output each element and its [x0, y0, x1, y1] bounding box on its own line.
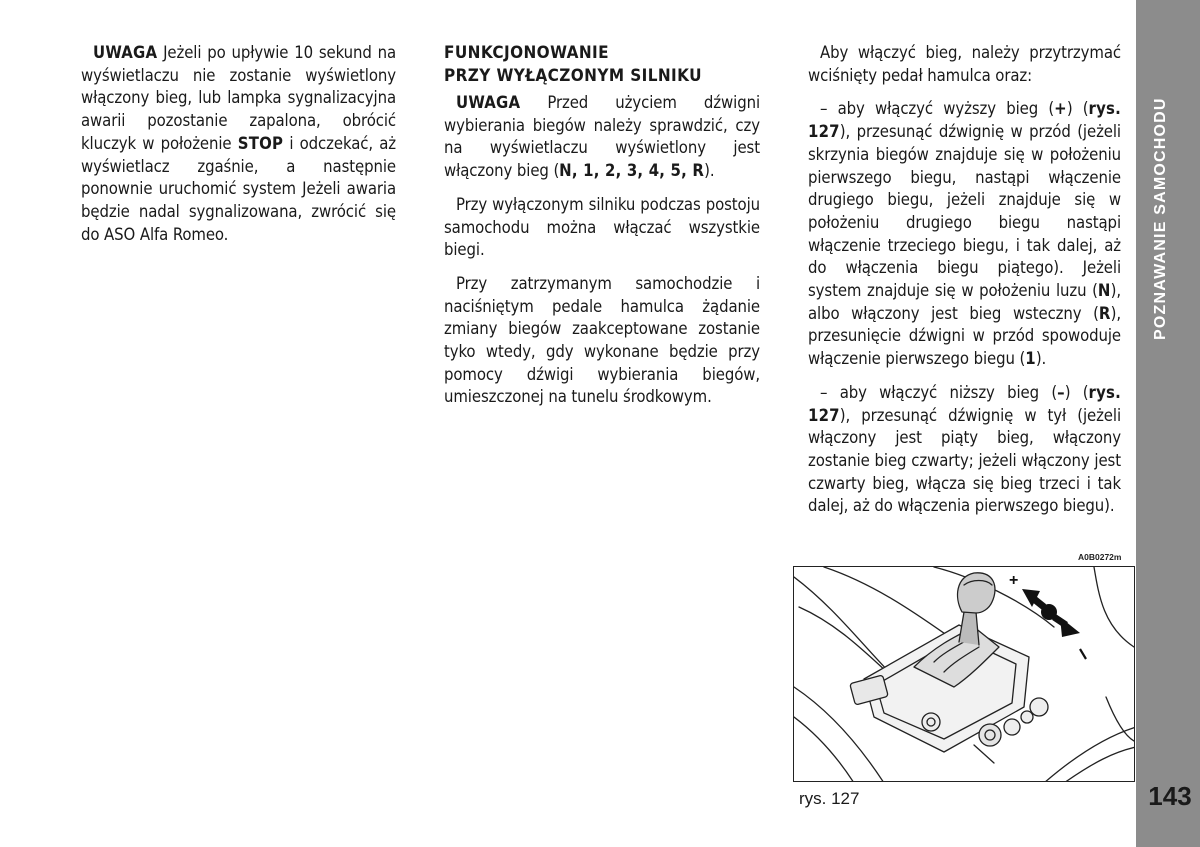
section-title: POZNAWANIE SAMOCHODU — [1152, 97, 1169, 340]
figure-reference: rys. 127 — [808, 99, 1122, 142]
gear-1: 1 — [1025, 349, 1036, 369]
figure-caption: rys. 127 — [799, 789, 860, 808]
text-span: ), przesunąć dźwignię w przód (jeżeli skrzynia biegów znajduje się w położeniu pierwszego biegu, nastąpi włączenie drugiego biegu, jeżeli znajduje się w położeniu drugiego biegu nastąpi włączenie trzeciego biegu, i tak dalej, aż do włączenia biegu piątego). Jeżeli system znajduje się w położeniu luzu ( — [808, 122, 1121, 301]
warning-text-a: Przed użyciem dźwigni wybierania biegów należy sprawdzić, czy na wyświetlaczu wyświetlony jest włączony bieg ( — [444, 93, 760, 181]
paragraph: Przy wyłączonym silniku podczas postoju samochodu można włączać wszystkie biegi. — [444, 194, 760, 260]
figure-code: A0B0272m — [1078, 552, 1122, 562]
text-span: ), przesunięcie dźwigni w przód spowoduje włączenie pierwszego biegu ( — [808, 303, 1121, 369]
figure-reference: rys. 127 — [808, 382, 1122, 425]
gear-list: N, 1, 2, 3, 4, 5, R — [559, 161, 705, 181]
warning-paragraph — [444, 92, 760, 183]
text-span: – aby włączyć niższy bieg ( — [820, 382, 1058, 402]
console-knob — [979, 724, 1001, 746]
section-heading — [444, 42, 760, 88]
downshift-paragraph — [808, 382, 1121, 518]
warning-paragraph — [81, 42, 396, 246]
heading-line-1: FUNKCJONOWANIE — [444, 43, 609, 63]
gear-lever-illustration — [793, 566, 1135, 782]
plus-label: + — [1009, 572, 1019, 589]
text-span: ), albo włączony jest bieg wsteczny ( — [808, 281, 1121, 323]
warning-text-b: ). — [704, 161, 715, 181]
warning-lead: UWAGA — [456, 93, 521, 112]
plus-symbol: + — [1054, 99, 1067, 119]
text-span: – aby włączyć wyższy bieg ( — [820, 99, 1055, 119]
paragraph: Aby włączyć bieg, należy przytrzymać wciśnięty pedał hamulca oraz: — [808, 43, 1121, 85]
text-column-2 — [444, 42, 760, 420]
paragraph: Przy zatrzymanym samochodzie i naciśniętym pedale hamulca żądanie zmiany biegów zaakceptowane zostanie tyko wtedy, gdy wykonane będzie przy pomocy dźwigi wybierania biegów, umieszczonej na tunelu środkowym. — [444, 273, 760, 407]
gear-lever-drawing — [794, 567, 1135, 782]
text-span: ). — [1035, 349, 1047, 369]
stop-label: STOP — [237, 133, 284, 153]
direction-arrow-icon — [1022, 589, 1080, 637]
page-number: 143 — [1148, 781, 1192, 811]
upshift-paragraph — [808, 98, 1121, 370]
warning-lead: UWAGA — [93, 43, 158, 62]
minus-label — [1080, 649, 1086, 659]
console-button — [922, 713, 940, 731]
text-column-3 — [808, 42, 1121, 529]
minus-symbol: – — [1057, 382, 1065, 402]
text-span: ) ( — [1064, 382, 1089, 402]
text-span: ), przesunąć dźwignię w tył (jeżeli włączony jest piąty bieg, włączony zostanie bieg czwarty; jeżeli włączony jest czwarty bieg, włącza się bieg trzeci i tak dalej, aż do włączenia pierwszego biegu). — [808, 405, 1121, 516]
warning-text-a: Jeżeli po upływie 10 sekund na wyświetlaczu nie zostanie wyświetlony włączony bieg, lub lampka sygnalizacyjna awarii pozostanie zapalona, obrócić kluczyk w położenie — [81, 43, 396, 153]
heading-line-2: PRZY WYŁĄCZONYM SILNIKU — [444, 66, 702, 86]
text-span: ) ( — [1066, 99, 1089, 119]
gear-r: R — [1098, 303, 1111, 323]
console-button — [1030, 698, 1048, 716]
warning-text-b: i odczekać, aż wyświetlacz zgaśnie, a następnie ponownie uruchomić system Jeżeli awaria będzie nadal sygnalizowana, zwrócić się do ASO Alfa Romeo. — [81, 133, 396, 244]
gear-n: N — [1097, 281, 1111, 301]
text-column-1 — [81, 42, 396, 257]
